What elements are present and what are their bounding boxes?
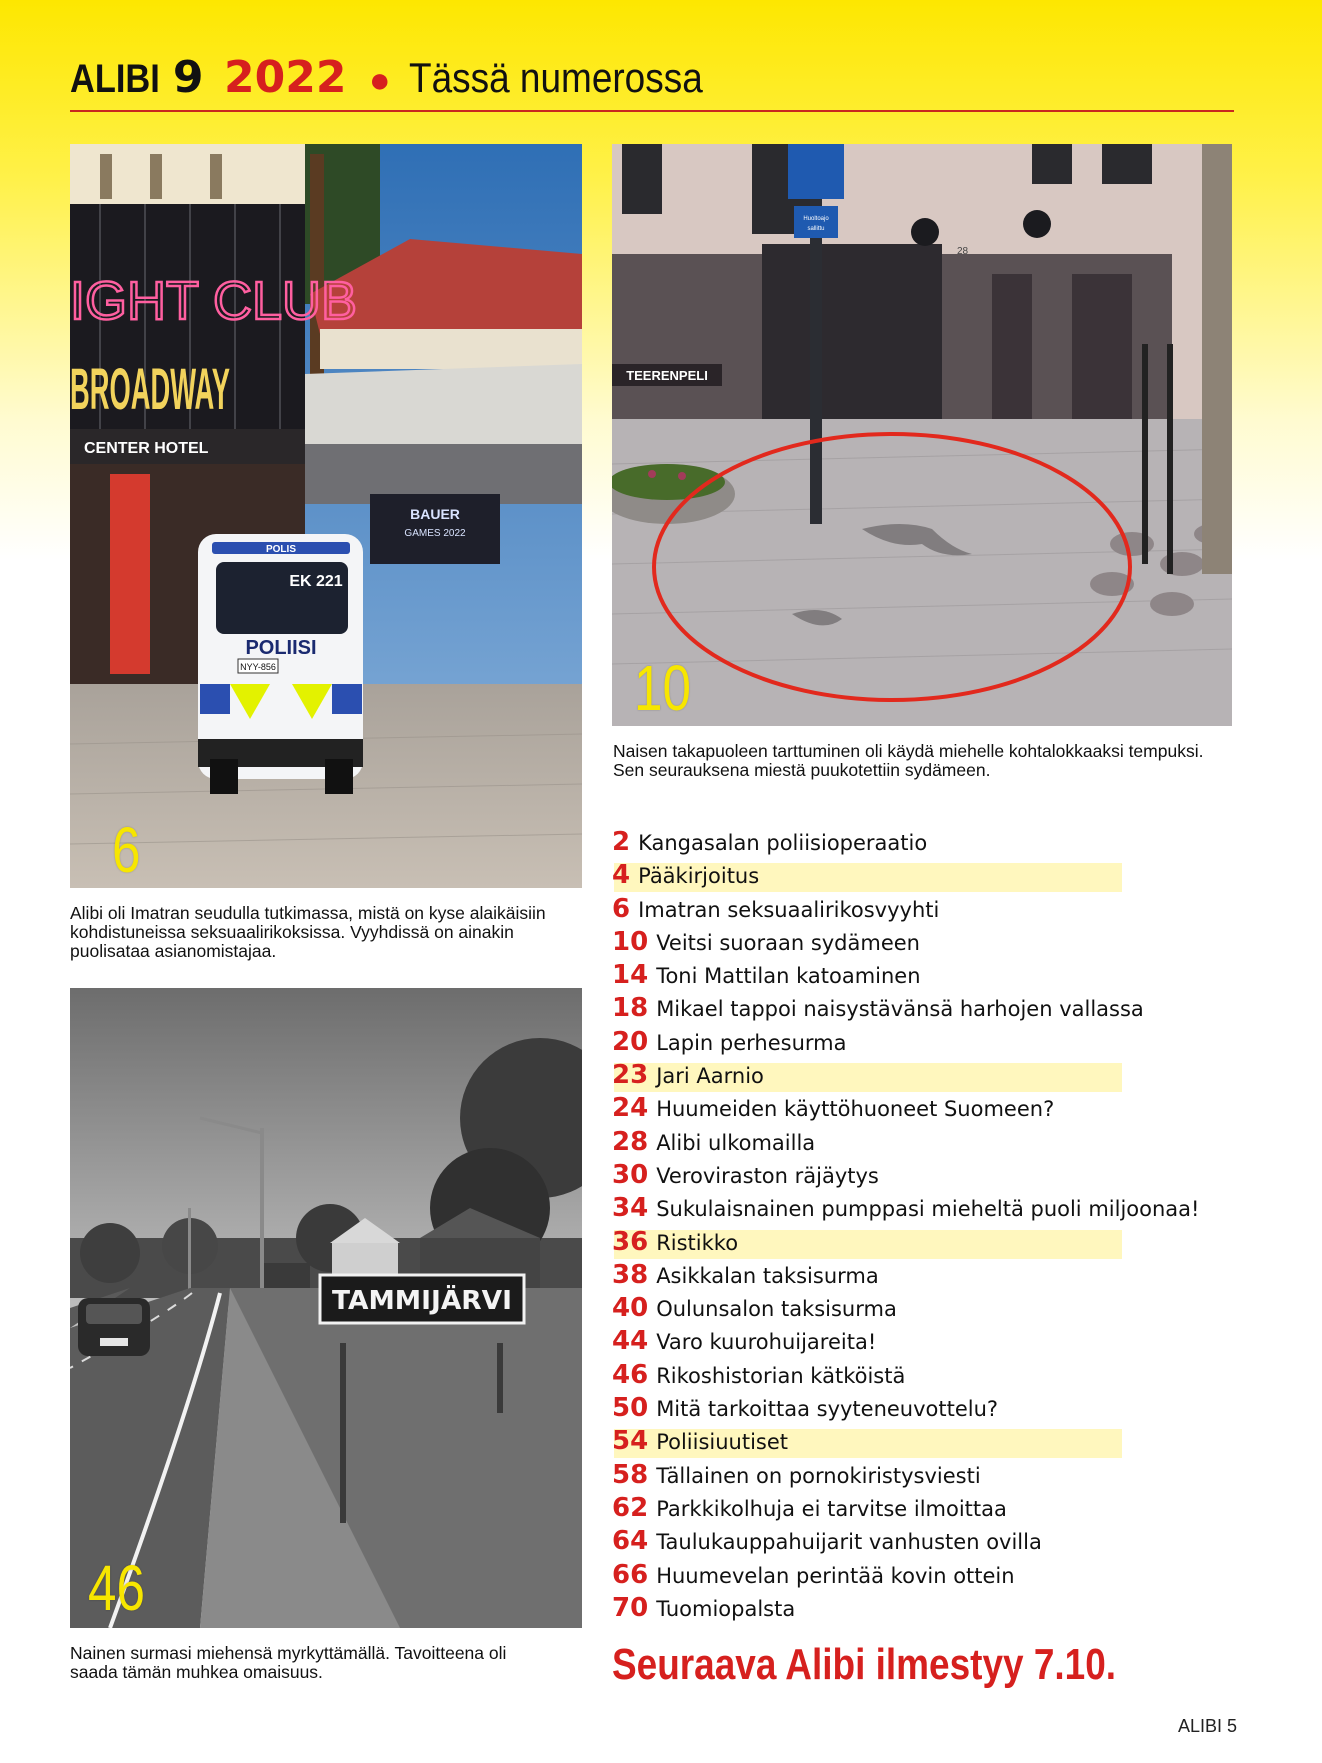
- svg-text:NYY-856: NYY-856: [240, 662, 276, 672]
- toc-title: Parkkikolhuja ei tarvitse ilmoittaa: [656, 1496, 1007, 1521]
- toc-item[interactable]: [612, 1459, 1232, 1492]
- toc-page-number: 10: [612, 926, 649, 957]
- photo-street[interactable]: [612, 144, 1232, 726]
- toc-page-number: 2: [612, 827, 631, 857]
- toc-item[interactable]: [612, 1359, 1232, 1392]
- toc-title: Tällainen on pornokiristysviesti: [656, 1463, 981, 1488]
- toc-item[interactable]: [612, 926, 1232, 959]
- toc-item[interactable]: [612, 1392, 1232, 1425]
- toc-item[interactable]: [612, 826, 1232, 859]
- page-header: [70, 52, 1234, 112]
- bullet-icon: ●: [368, 59, 391, 100]
- toc-page-number: 30: [612, 1159, 649, 1190]
- svg-text:POLIISI: POLIISI: [245, 637, 317, 659]
- street-number: 28: [957, 246, 969, 257]
- toc-page-number: 18: [612, 993, 649, 1024]
- bauer-banner: BAUER: [410, 506, 460, 522]
- toc-title: Tuomiopalsta: [656, 1596, 796, 1621]
- toc-title: Mitä tarkoittaa syyteneuvottelu?: [656, 1397, 999, 1422]
- nightclub-sign: IGHT CLUB: [70, 271, 358, 331]
- toc-title: Huumevelan perintää kovin ottein: [656, 1563, 1015, 1588]
- center-hotel-sign: CENTER HOTEL: [84, 440, 209, 457]
- svg-text:EK 221: EK 221: [289, 573, 343, 590]
- toc-title: Asikkalan taksisurma: [656, 1263, 879, 1288]
- toc-page-number: 4: [612, 860, 631, 891]
- page-footer: ALIBI 5: [1177, 1716, 1237, 1736]
- toc-page-number: 40: [612, 1293, 649, 1324]
- toc-title: Alibi ulkomailla: [656, 1130, 816, 1155]
- toc-title: Pääkirjoitus: [638, 864, 760, 889]
- caption-road: Nainen surmasi miehensä myrkyttämällä. Tavoitteena oli saada tämän muhkea omaisuus.: [70, 1643, 507, 1682]
- toc-page-number: 54: [612, 1426, 649, 1457]
- toc-page-number: 66: [612, 1559, 649, 1590]
- toc-item[interactable]: [612, 859, 1232, 892]
- toc-page-number: 58: [612, 1459, 649, 1490]
- toc-item[interactable]: [612, 1592, 1232, 1625]
- toc-page-number: 6: [612, 893, 631, 924]
- issue-number: 9: [172, 52, 204, 103]
- page-title: Tässä numerossa: [409, 54, 703, 101]
- toc-page-number: 64: [612, 1526, 649, 1557]
- teerenpeli-sign: TEERENPELI: [626, 368, 708, 383]
- toc-page-number: 14: [612, 960, 649, 991]
- photo-imatra[interactable]: [70, 144, 582, 888]
- toc-title: Poliisiuutiset: [656, 1430, 789, 1455]
- street-photo-illustration: [612, 144, 1232, 726]
- toc-title: Varo kuurohuijareita!: [656, 1330, 877, 1355]
- issue-year: 2022: [223, 52, 347, 103]
- magazine-brand: ALIBI: [70, 57, 160, 101]
- toc-title: Toni Mattilan katoaminen: [656, 964, 921, 989]
- toc-title: Kangasalan poliisioperaatio: [638, 831, 928, 855]
- service-sign-line1: Huoltoajo: [803, 216, 829, 222]
- toc-item[interactable]: [612, 893, 1232, 926]
- toc-item[interactable]: [612, 1325, 1232, 1358]
- toc-item[interactable]: [612, 1259, 1232, 1292]
- toc-page-number: 23: [612, 1060, 649, 1091]
- toc-item[interactable]: [612, 1559, 1232, 1592]
- toc-page-number: 34: [612, 1193, 649, 1224]
- toc-page-number: 28: [612, 1126, 649, 1157]
- toc-title: Jari Aarnio: [656, 1064, 764, 1089]
- toc-page-number: 50: [612, 1393, 649, 1424]
- road-photo-illustration: [70, 988, 582, 1628]
- toc-page-number: 20: [612, 1026, 649, 1057]
- toc-item[interactable]: [612, 992, 1232, 1025]
- svg-text:POLIS: POLIS: [265, 544, 297, 555]
- toc-item[interactable]: [612, 1126, 1232, 1159]
- toc-title: Veitsi suoraan sydämeen: [656, 930, 920, 955]
- toc-title: Lapin perhesurma: [656, 1030, 847, 1055]
- photo-road[interactable]: [70, 988, 582, 1628]
- toc-title: Taulukauppahuijarit vanhusten ovilla: [656, 1530, 1042, 1555]
- toc-page-number: 70: [612, 1592, 649, 1623]
- toc-title: Oulunsalon taksisurma: [656, 1297, 897, 1322]
- toc-item[interactable]: [612, 1425, 1232, 1458]
- toc-title: Rikoshistorian kätköistä: [656, 1363, 906, 1388]
- toc-page-number: 38: [612, 1259, 649, 1290]
- caption-street: Naisen takapuoleen tarttuminen oli käydä miehelle kohtalokkaaksi tempuksi. Sen seurauksena miestä puukotettiin sydämeen.: [613, 741, 1204, 780]
- town-sign-text: TAMMIJÄRVI: [332, 1286, 509, 1316]
- bauer-banner-sub: GAMES 2022: [404, 528, 466, 539]
- toc-page-number: 44: [612, 1326, 649, 1357]
- photo-page-number: 10: [634, 652, 691, 724]
- toc-item[interactable]: [612, 959, 1232, 992]
- imatra-photo-illustration: [70, 144, 582, 888]
- toc-item[interactable]: [612, 1159, 1232, 1192]
- pedestrian-sign-icon: [788, 144, 844, 199]
- police-van: [198, 534, 363, 794]
- toc-title: Sukulaisnainen pumppasi mieheltä puoli miljoonaa!: [656, 1197, 1200, 1222]
- toc-title: Mikael tappoi naisystävänsä harhojen vallassa: [656, 997, 1144, 1022]
- broadway-sign: BROADWAY: [70, 357, 230, 422]
- toc-item[interactable]: [612, 1059, 1232, 1092]
- toc-item[interactable]: [612, 1192, 1232, 1225]
- caption-imatra: Alibi oli Imatran seudulla tutkimassa, mistä on kyse alaikäisiin kohdistuneissa seksuaalirikoksissa. Vyyhdissä on ainakin puolisataa asianomistajaa.: [70, 903, 546, 961]
- toc-title: Ristikko: [656, 1230, 739, 1255]
- photo-page-number: 46: [88, 1552, 145, 1624]
- toc-page-number: 62: [612, 1492, 649, 1523]
- next-issue-notice: Seuraava Alibi ilmestyy 7.10.: [612, 1640, 1117, 1689]
- toc-title: Huumeiden käyttöhuoneet Suomeen?: [656, 1097, 1055, 1122]
- table-of-contents: [612, 826, 1232, 1625]
- toc-item[interactable]: [612, 1026, 1232, 1059]
- toc-item[interactable]: [612, 1092, 1232, 1125]
- toc-page-number: 36: [612, 1226, 649, 1257]
- service-sign-line2: sallittu: [807, 226, 825, 232]
- photo-page-number: 6: [112, 814, 141, 886]
- toc-title: Veroviraston räjäytys: [656, 1163, 879, 1188]
- toc-item[interactable]: [612, 1525, 1232, 1558]
- toc-page-number: 24: [612, 1093, 649, 1124]
- toc-item[interactable]: [612, 1292, 1232, 1325]
- toc-title: Imatran seksuaalirikosvyyhti: [638, 897, 940, 922]
- toc-item[interactable]: [612, 1492, 1232, 1525]
- toc-item[interactable]: [612, 1226, 1232, 1259]
- toc-page-number: 46: [612, 1359, 649, 1390]
